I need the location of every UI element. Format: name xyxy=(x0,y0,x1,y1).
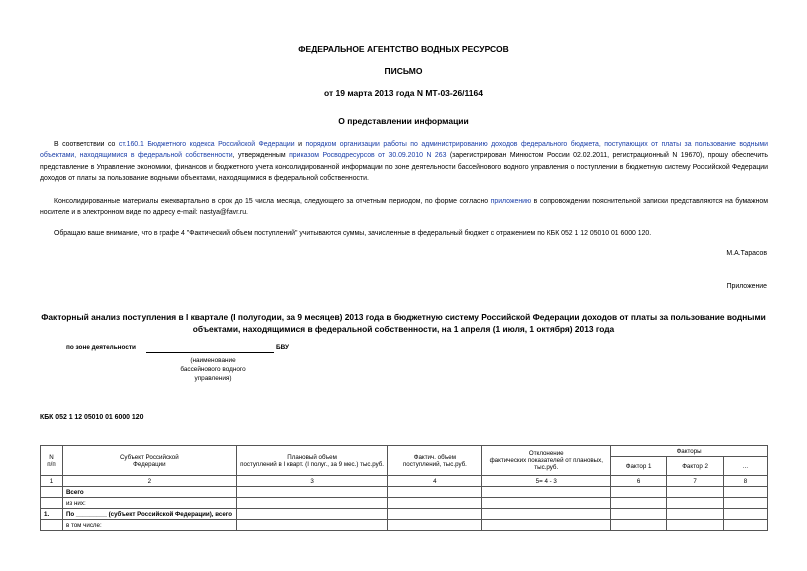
table-row xyxy=(41,509,768,520)
table-cell xyxy=(667,487,724,498)
agency-title: ФЕДЕРАЛЬНОЕ АГЕНТСТВО ВОДНЫХ РЕСУРСОВ xyxy=(298,44,509,54)
doc-type: ПИСЬМО xyxy=(384,66,423,76)
table-cell xyxy=(388,498,482,509)
table-cell xyxy=(724,498,768,509)
appendix-label: Приложение xyxy=(726,283,767,290)
table-cell: По _________ (субъект Российской Федерации), всего xyxy=(62,509,236,520)
zone-underline xyxy=(146,352,274,353)
header-text: п/п xyxy=(47,460,56,468)
doc-date-number: от 19 марта 2013 года N МТ-03-26/1164 xyxy=(324,88,483,98)
header-text: N xyxy=(49,453,54,461)
header-text: фактических показателей от плановых, тыс.руб. xyxy=(489,457,603,471)
header-cell xyxy=(236,446,388,476)
header-cell: Факторы xyxy=(611,446,768,457)
zone-suffix: БВУ xyxy=(276,344,289,351)
table-cell xyxy=(482,498,611,509)
table-row xyxy=(41,487,768,498)
table-row xyxy=(41,476,768,487)
text: и xyxy=(294,141,306,148)
form-title: Факторный анализ поступления в I квартале (I полугодии, за 9 месяцев) 2013 года в бюджетную систему Российской Федерации доходов от платы за пользование водными объектами, находящимися в федеральной собственности, на 1 апреля (1 июля, 1 октября) 2013 года xyxy=(41,312,766,334)
text: в сопровождении пояснительной записки представляются на бумажном носителе и в электронном виде по адресу e-mail: nastya@favr.ru. xyxy=(40,198,768,217)
table-cell xyxy=(41,520,63,531)
table-cell: из них: xyxy=(62,498,236,509)
text: В соответствии со xyxy=(54,141,119,148)
paragraph-1 xyxy=(40,139,768,185)
table-cell xyxy=(611,520,667,531)
header-cell xyxy=(388,446,482,476)
table-cell: 4 xyxy=(388,476,482,487)
header-text: Фактич. объем xyxy=(413,453,456,461)
header-cell xyxy=(62,446,236,476)
header-cell xyxy=(482,446,611,476)
table-cell xyxy=(482,487,611,498)
text: Обращаю ваше внимание, что в графе 4 "Фактический объем поступлений" учитываются суммы, зачисленные в федеральный бюджет с отражением по КБК 052 1 12 05010 01 6000 120. xyxy=(54,230,652,237)
table-cell: в том числе: xyxy=(62,520,236,531)
text: (зарегистрирован Минюстом России 02.02.2011, регистрационный N 19670), прошу обеспечить представление в Управление экономики, финансов и бюджетного учета консолидированной информации по зоне деятельности бассейнового водного управления о поступлении в бюджетную систему Российской Федерации доходов от платы за пользование водными объектами, находящимися в федеральной собственности. xyxy=(40,152,768,183)
table-cell xyxy=(236,520,388,531)
table-cell: 5= 4 - 3 xyxy=(482,476,611,487)
header-cell xyxy=(41,446,63,476)
header-text: поступлений в I кварт. (I полуг., за 9 мес.) тыс.руб. xyxy=(240,460,385,468)
table-row xyxy=(41,498,768,509)
table-cell xyxy=(41,498,63,509)
header-cell: Фактор 2 xyxy=(667,457,724,476)
header-text: Федерации xyxy=(133,460,166,468)
table-cell: 6 xyxy=(611,476,667,487)
table-cell: 1 xyxy=(41,476,63,487)
table-cell xyxy=(611,487,667,498)
doc-subject: О представлении информации xyxy=(338,116,469,126)
table-cell xyxy=(388,520,482,531)
table-header-row xyxy=(41,446,768,457)
table-cell xyxy=(236,509,388,520)
text: , утвержденным xyxy=(232,152,290,160)
table-cell xyxy=(724,487,768,498)
link-appendix[interactable]: приложению xyxy=(490,198,532,205)
table-cell xyxy=(611,509,667,520)
signature: М.А.Тарасов xyxy=(726,250,767,257)
table-cell xyxy=(482,509,611,520)
link-budget-code[interactable]: ст.160.1 Бюджетного кодекса Российской Федерации xyxy=(118,141,295,148)
table-cell xyxy=(236,498,388,509)
paragraph-2 xyxy=(40,196,768,219)
header-cell: ... xyxy=(724,457,768,476)
table-cell xyxy=(388,509,482,520)
table-cell: 2 xyxy=(62,476,236,487)
header-cell: Фактор 1 xyxy=(611,457,667,476)
zone-label: по зоне деятельности xyxy=(66,344,136,351)
table-cell xyxy=(236,487,388,498)
link-admin-procedure[interactable]: порядком организации работы по администрированию доходов федерального бюджета, поступающих от платы за пользование водными объектами, находящимися в федеральной собственности xyxy=(40,141,768,160)
table-cell xyxy=(667,520,724,531)
paragraph-3 xyxy=(40,228,768,239)
header-text: Субъект Российской xyxy=(119,453,179,461)
table-cell xyxy=(482,520,611,531)
header-text: Плановый объем xyxy=(287,453,337,461)
table-cell xyxy=(724,520,768,531)
table-cell: 7 xyxy=(667,476,724,487)
factor-analysis-table xyxy=(40,445,768,531)
table-cell: 3 xyxy=(236,476,388,487)
link-order-263[interactable]: приказом Росводресурсов от 30.09.2010 N 263 xyxy=(289,152,447,160)
table-cell: 1. xyxy=(41,509,63,520)
zone-caption: (наименование бассейнового водного управления) xyxy=(180,357,246,382)
table-cell: Всего xyxy=(62,487,236,498)
kbk-code: КБК 052 1 12 05010 01 6000 120 xyxy=(40,414,144,421)
table-cell xyxy=(41,487,63,498)
text: Консолидированные материалы ежеквартально в срок до 15 числа месяца, следующего за отчетным периодом, по форме согласно xyxy=(54,198,491,205)
table-row xyxy=(41,520,768,531)
table-cell xyxy=(388,487,482,498)
table-cell xyxy=(667,509,724,520)
table-cell xyxy=(724,509,768,520)
table-cell xyxy=(611,498,667,509)
header-text: поступлений, тыс.руб. xyxy=(402,460,467,468)
table-cell xyxy=(667,498,724,509)
table-cell: 8 xyxy=(724,476,768,487)
header-text: Отклонение xyxy=(528,450,564,457)
